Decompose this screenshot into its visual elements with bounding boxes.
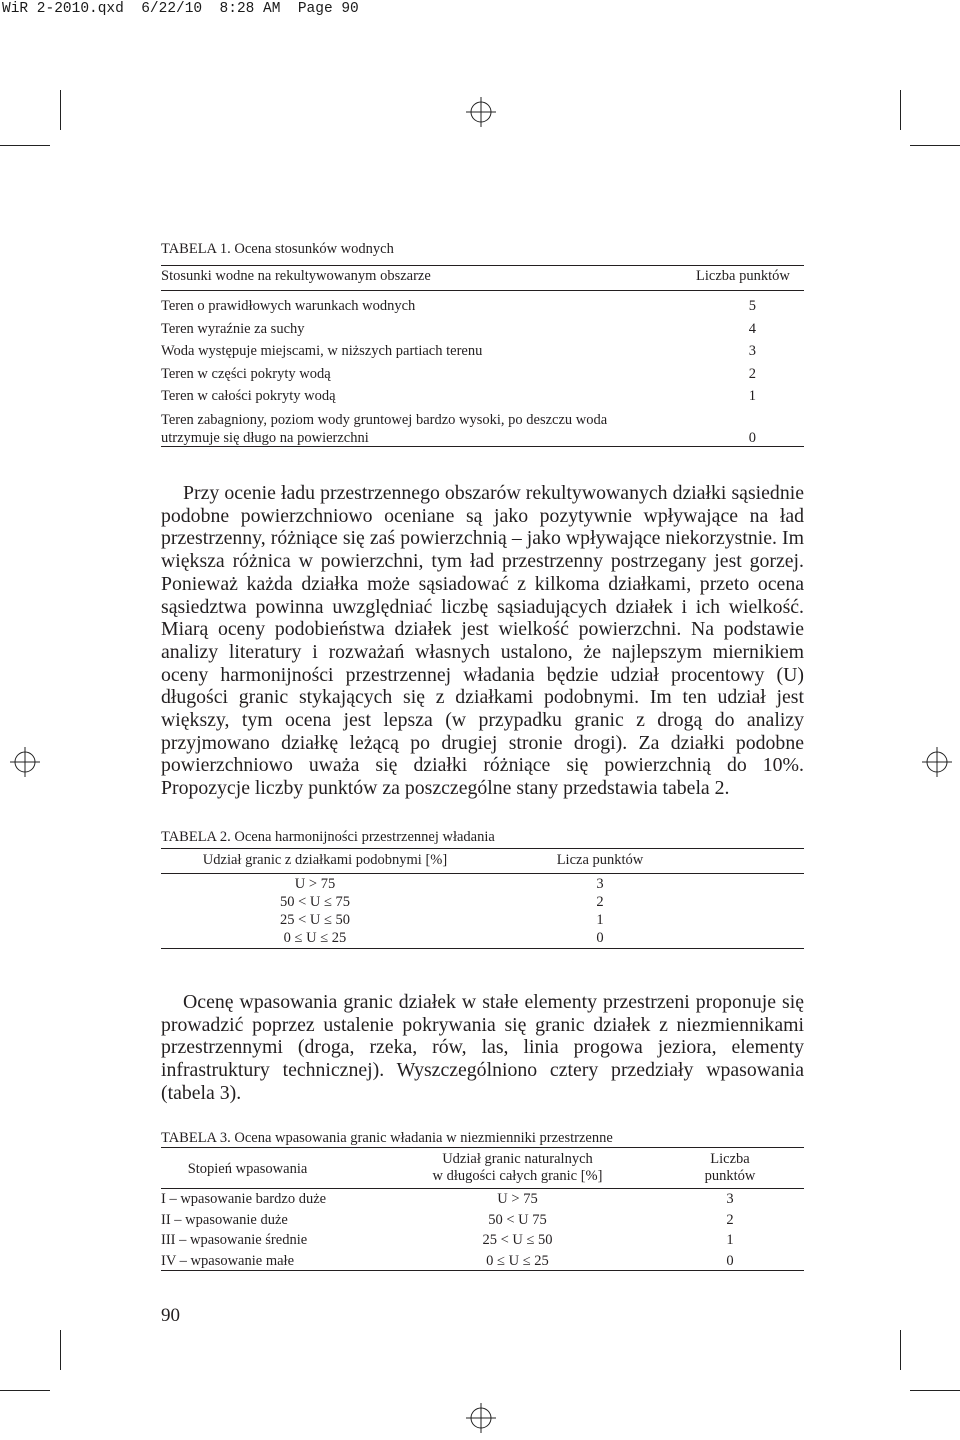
table3-degree: II – wpasowanie duże [161, 1211, 288, 1228]
table1-row-value: 4 [748, 320, 756, 337]
table1-row-label: Teren wyraźnie za suchy [161, 320, 305, 337]
table3-range: 50 < U 75 [488, 1211, 547, 1228]
table1-row-label: utrzymuje się długo na powierzchni [161, 430, 369, 446]
slug-line: WiR 2-2010.qxd 6/22/10 8:28 AM Page 90 [2, 1, 359, 17]
table2-points: 1 [596, 912, 604, 928]
table3-points: 2 [726, 1211, 734, 1228]
table3-points: 3 [726, 1191, 734, 1207]
paragraph-text: Przy ocenie ładu przestrzennego obszarów rekultywowanych działki sąsiednie podobne powierzchniowo oceniane są jako pozytywnie wpływające na ład przestrzenny, różniące się zaś powierzchnią – jako wpływające niekorzystnie. Im większa różnica w powierzchni, tym ład przestrzenny postrzegany jest gorzej. Ponieważ każda działka może sąsiadować z kilkoma działkami, przeto ocena sąsiedztwa powinna uwzględniać liczbę sąsiadujących działek i ich wielkość. Miarą oceny podobieństwa działek jest wielkość powierzchni. Na podstawie analizy literatury i rozważań własnych ustalono, że najlepszym miernikiem oceny harmonijności przestrzennej władania będzie udział procentowy (U) długości granic stykających się z działkami podobnymi. Im ten udział jest większy, tym ocena jest lepsza (w przypadku granic z drogą do analizy przyjmowano działkę leżącą po drugiej stronie drogi). Za działki podobne powierzchniowo uważa się działki różniące się powierzchnią do 10%. Propozycje liczby punktów za poszczególne stany przedstawia tabela 2. [161, 482, 804, 800]
table1-bottom-rule [161, 446, 804, 447]
table1-top-rule [161, 265, 804, 266]
table3-degree: I – wpasowanie bardzo duże [161, 1191, 327, 1207]
table2-header-rule [161, 873, 804, 874]
table1-row-value: 1 [748, 388, 756, 405]
table2-points: 0 [596, 930, 604, 946]
table2-range: 25 < U ≤ 50 [279, 912, 351, 928]
table3-header-rule [161, 1188, 804, 1189]
table2-top-rule [161, 848, 804, 849]
table1-caption: TABELA 1. Ocena stosunków wodnych [161, 241, 394, 257]
table1-row-value: 2 [748, 365, 756, 382]
table2-range: 50 < U ≤ 75 [279, 894, 351, 910]
table1-row-label: Woda występuje miejscami, w niższych partiach terenu [161, 343, 483, 360]
table3-points: 0 [726, 1252, 734, 1269]
table3-col2-header-line1: Udział granic naturalnych [442, 1151, 593, 1167]
table3-range: 0 ≤ U ≤ 25 [486, 1252, 549, 1269]
table2-bottom-rule [161, 948, 804, 949]
table3-col2-header-line2: w długości całych granic [%] [432, 1168, 603, 1184]
body-paragraph [161, 482, 804, 800]
table1-col1-header: Stosunki wodne na rekultywowanym obszarze [161, 268, 431, 284]
table2-col2-header: Licza punktów [556, 852, 644, 868]
registration-mark-icon [10, 747, 40, 777]
table3-degree: IV – wpasowanie małe [161, 1252, 295, 1269]
table1-row-value: 5 [748, 298, 756, 314]
table1-col2-header: Liczba punktów [696, 268, 790, 284]
registration-mark-icon [466, 1403, 496, 1433]
table3-range: U > 75 [497, 1191, 538, 1207]
table2-col1-header: Udział granic z działkami podobnymi [%] [202, 852, 448, 868]
table3-range: 25 < U ≤ 50 [482, 1232, 553, 1248]
table1-row-label: Teren w całości pokryty wodą [161, 388, 336, 405]
table2-range: 0 ≤ U ≤ 25 [283, 930, 347, 946]
body-paragraph [161, 991, 804, 1105]
table3-top-rule [161, 1147, 804, 1148]
table3-col3-header-line1: Liczba [710, 1151, 750, 1167]
table3-caption: TABELA 3. Ocena wpasowania granic władania w niezmienniki przestrzenne [161, 1130, 613, 1146]
table1-row-value: 0 [748, 430, 756, 446]
table2-caption: TABELA 2. Ocena harmonijności przestrzennej władania [161, 829, 495, 845]
table3-col3-header-line2: punktów [704, 1168, 756, 1184]
table3-points: 1 [726, 1232, 734, 1248]
table1-row-label: Teren zabagniony, poziom wody gruntowej bardzo wysoki, po deszczu woda [161, 412, 608, 428]
table2-range: U > 75 [294, 876, 336, 892]
registration-mark-icon [466, 97, 496, 127]
table3-bottom-rule [161, 1270, 804, 1271]
table2-points: 3 [596, 876, 604, 892]
table1-row-label: Teren o prawidłowych warunkach wodnych [161, 298, 416, 314]
table3-col1-header: Stopień wpasowania [187, 1161, 308, 1177]
paragraph-text: Ocenę wpasowania granic działek w stałe elementy przestrzeni proponuje się prowadzić poprzez ustalenie pokrywania się granic działek z niezmiennikami przestrzennymi (droga, rzeka, rów, las, linia progowa jeziora, elementy infrastruktury technicznej). Wyszczególniono cztery przedziały wpasowania (tabela 3). [161, 991, 804, 1104]
table1-row-label: Teren w części pokryty wodą [161, 365, 331, 382]
registration-mark-icon [922, 747, 952, 777]
table1-header-rule [161, 290, 804, 291]
table3-degree: III – wpasowanie średnie [161, 1232, 308, 1248]
table1-row-value: 3 [748, 343, 756, 360]
page-number: 90 [161, 1305, 180, 1326]
table2-points: 2 [596, 894, 604, 910]
